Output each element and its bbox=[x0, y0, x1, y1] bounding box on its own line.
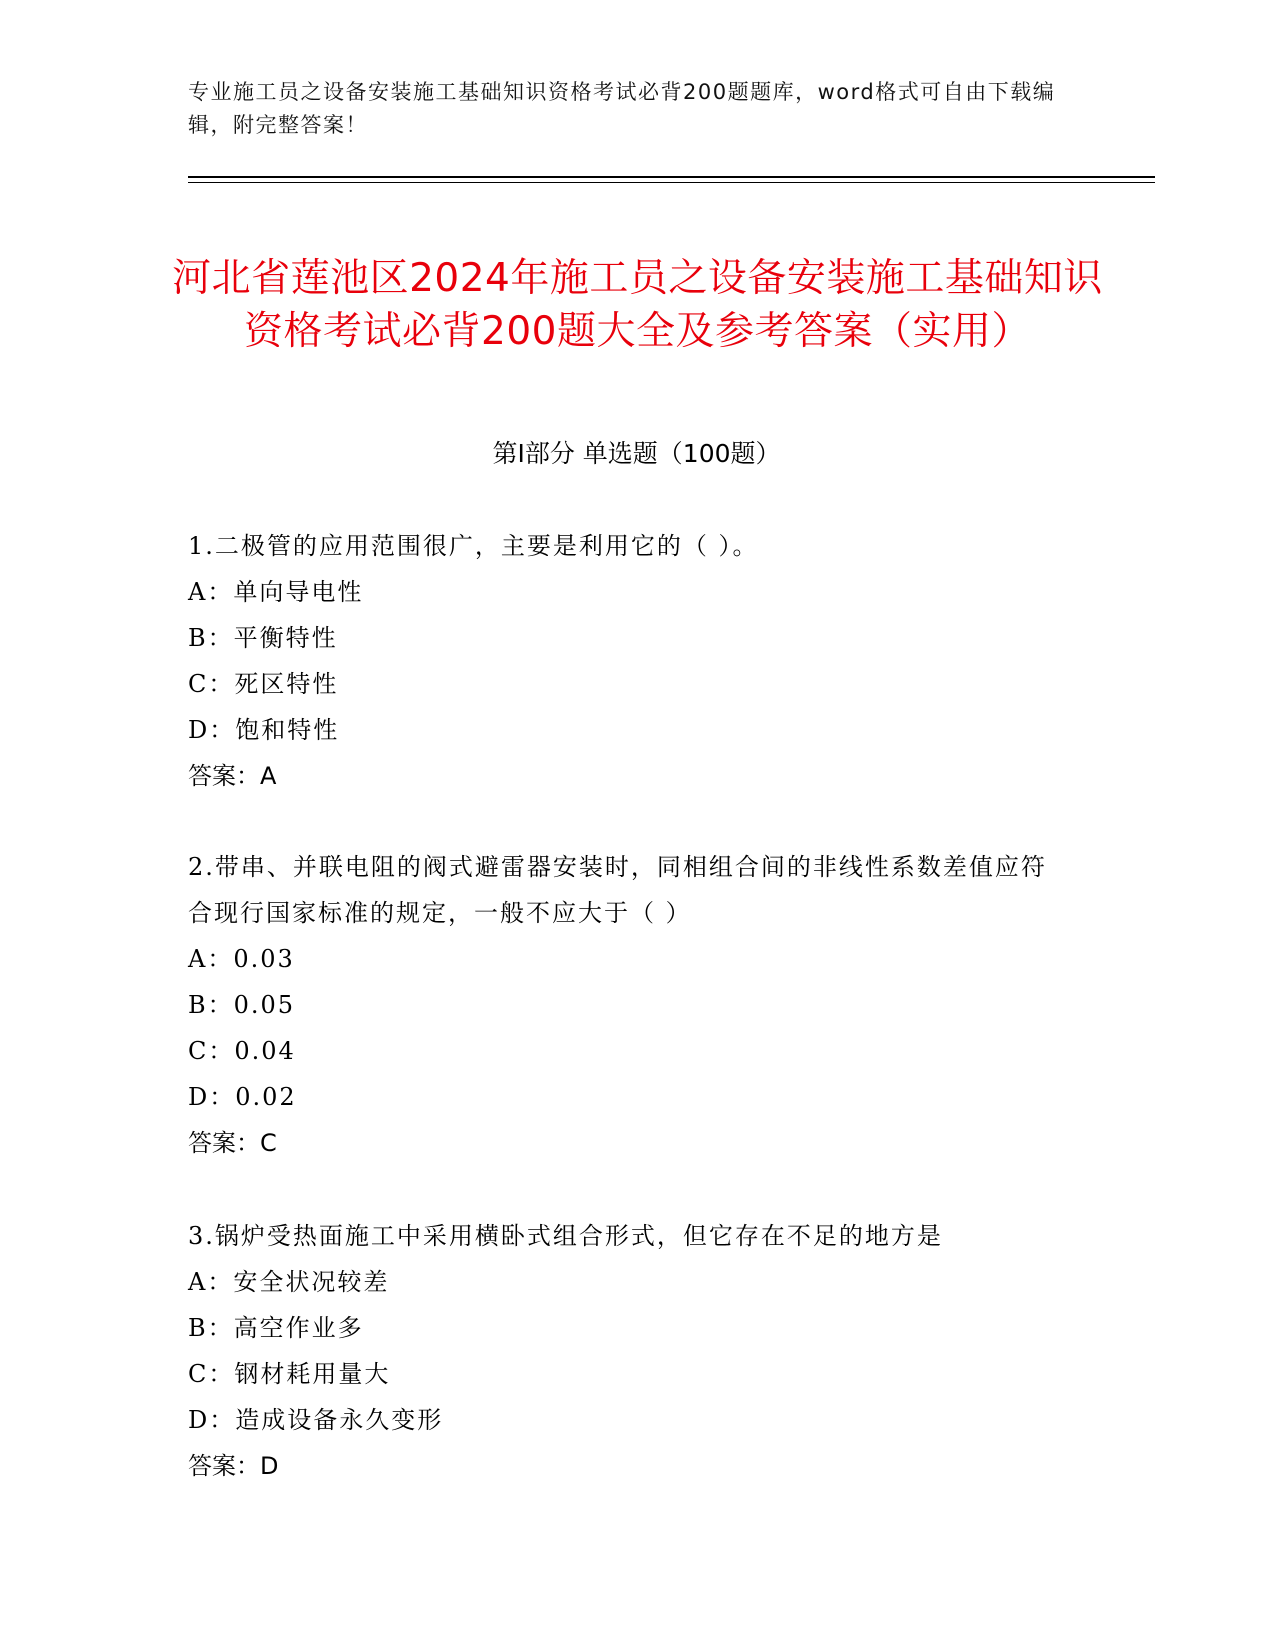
question-option-d: D：造成设备永久变形 bbox=[188, 1406, 444, 1434]
question-option-d: D：0.02 bbox=[188, 1083, 297, 1111]
question-option-c: C：钢材耗用量大 bbox=[188, 1360, 391, 1388]
question-answer: 答案：D bbox=[188, 1452, 279, 1480]
question-answer: 答案：A bbox=[188, 762, 277, 790]
question-option-b: B：0.05 bbox=[188, 991, 296, 1019]
document-title: 河北省莲池区2024年施工员之设备安装施工基础知识资格考试必背200题大全及参考答案（实用） bbox=[172, 256, 1103, 355]
question-option-a: A：安全状况较差 bbox=[188, 1268, 390, 1296]
question-answer: 答案：C bbox=[188, 1129, 277, 1157]
header-note: 专业施工员之设备安装施工基础知识资格考试必背200题题库，word格式可自由下载编辑，附完整答案！ bbox=[188, 80, 1056, 137]
question-option-a: A：单向导电性 bbox=[188, 578, 364, 606]
question-option-a: A：0.03 bbox=[188, 945, 295, 973]
question-option-c: C：死区特性 bbox=[188, 670, 339, 698]
header-divider-thick bbox=[188, 176, 1155, 178]
question-stem: 3.锅炉受热面施工中采用横卧式组合形式，但它存在不足的地方是 bbox=[188, 1222, 943, 1250]
question-stem: 2.带串、并联电阻的阀式避雷器安装时，同相组合间的非线性系数差值应符合现行国家标准的规定，一般不应大于（ ） bbox=[188, 853, 1047, 927]
question-item bbox=[188, 844, 1068, 1166]
section-heading: 第Ⅰ部分 单选题（100题） bbox=[492, 439, 781, 468]
question-option-b: B：高空作业多 bbox=[188, 1314, 364, 1342]
question-option-b: B：平衡特性 bbox=[188, 624, 338, 652]
question-item bbox=[188, 523, 1068, 799]
header-divider-thin bbox=[188, 182, 1155, 183]
question-stem: 1.二极管的应用范围很广，主要是利用它的（ ）。 bbox=[188, 532, 759, 560]
question-item bbox=[188, 1213, 1068, 1489]
question-option-d: D：饱和特性 bbox=[188, 716, 340, 744]
question-option-c: C：0.04 bbox=[188, 1037, 296, 1065]
